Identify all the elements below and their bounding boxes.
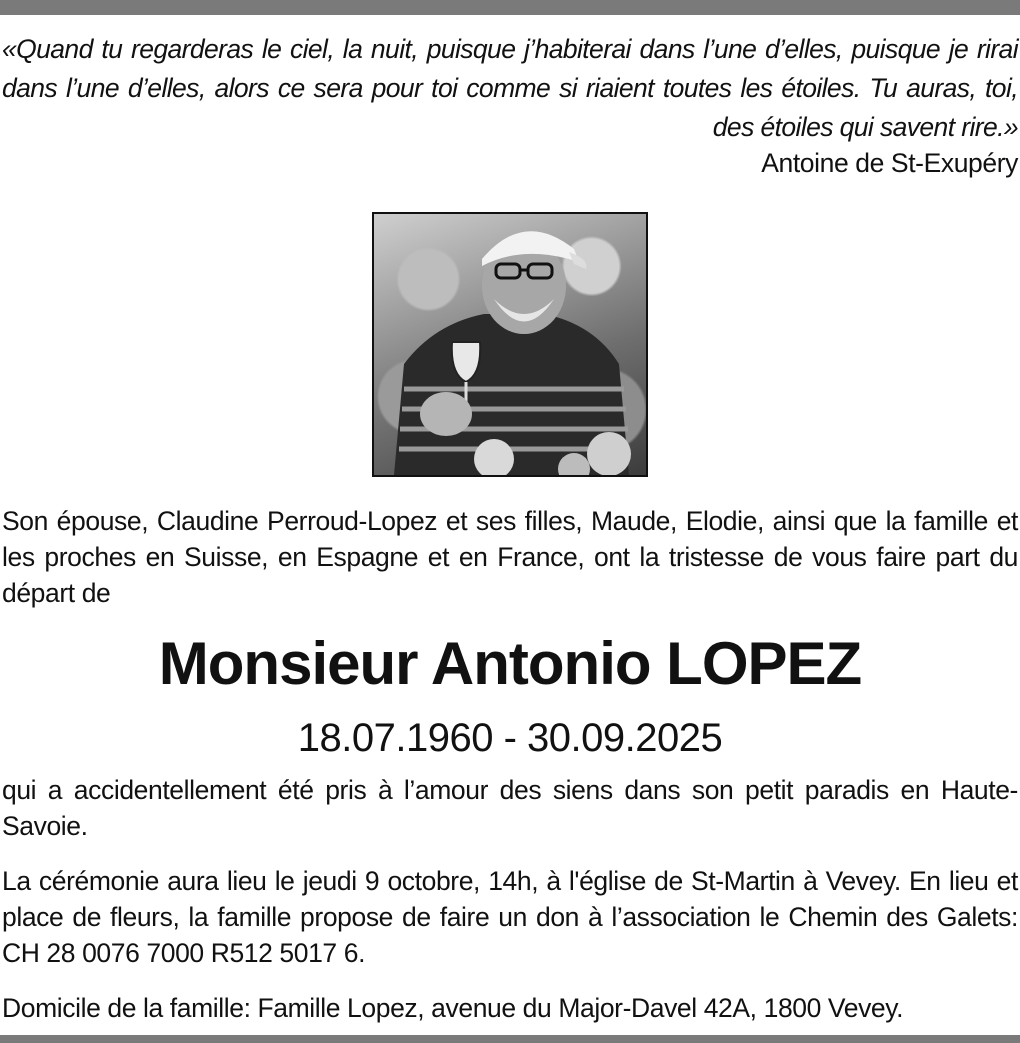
portrait-photo bbox=[372, 212, 648, 477]
death-paragraph: qui a accidentellement été pris à l’amour des siens dans son petit paradis en Haute-Savoie. bbox=[2, 775, 1018, 841]
ceremony-info: La cérémonie aura lieu le jeudi 9 octobre, 14h, à l'église de St-Martin à Vevey. bbox=[2, 866, 901, 896]
deceased-name: Monsieur Antonio LOPEZ bbox=[158, 630, 862, 697]
quote-author: Antoine de St-Exupéry bbox=[761, 148, 1018, 178]
portrait-illustration bbox=[374, 214, 646, 475]
quote-text: «Quand tu regarderas le ciel, la nuit, puisque j’habiterai dans l’une d’elles, puisque je rirai dans l’une d’elles, alors ce sera pour toi comme si riaient toutes les étoiles. Tu auras, toi, des étoiles qui savent rire.» bbox=[2, 34, 1018, 142]
donation-info: En lieu et place de fleurs, la famille propose de faire un don à l’association le Chemin des Galets: CH 28 0076 7000 R512 5017 6. bbox=[2, 866, 1018, 968]
family-address: Domicile de la famille: Famille Lopez, avenue du Major-Davel 42A, 1800 Vevey. bbox=[2, 993, 904, 1023]
life-dates: 18.07.1960 - 30.09.2025 bbox=[297, 716, 723, 760]
ceremony-paragraph bbox=[2, 863, 1018, 971]
top-rule bbox=[0, 0, 1020, 15]
bottom-rule bbox=[0, 1035, 1020, 1043]
intro-paragraph: Son épouse, Claudine Perroud-Lopez et ses filles, Maude, Elodie, ainsi que la famille et les proches en Suisse, en Espagne et en France, ont la tristesse de vous faire part du départ de bbox=[2, 506, 1018, 608]
